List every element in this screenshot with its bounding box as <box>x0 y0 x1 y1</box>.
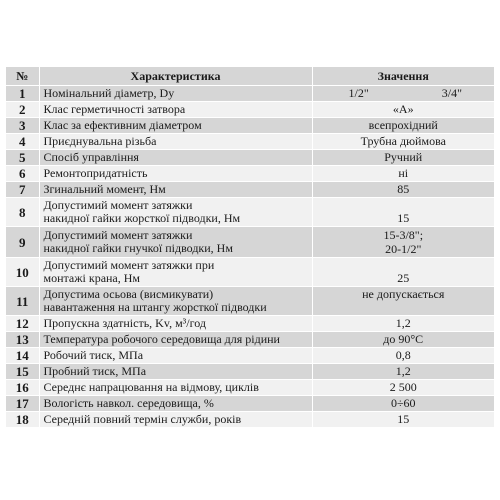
row-characteristic: Ремонтопридатність <box>39 166 312 182</box>
row-number: 17 <box>6 396 39 412</box>
row-characteristic: Робочий тиск, МПа <box>39 348 312 364</box>
row-value: 0÷60 <box>312 396 494 412</box>
table-row <box>6 332 494 348</box>
row-characteristic: Згинальний момент, Нм <box>39 182 312 198</box>
table-row <box>6 412 494 428</box>
table-row <box>6 198 494 227</box>
table-row <box>6 102 494 118</box>
row-number: 3 <box>6 118 39 134</box>
row-characteristic: Пробний тиск, МПа <box>39 364 312 380</box>
table-row <box>6 134 494 150</box>
row-number: 12 <box>6 316 39 332</box>
row-characteristic <box>39 227 312 258</box>
row-value: до 90°С <box>312 332 494 348</box>
row-number: 10 <box>6 258 39 287</box>
row-characteristic <box>39 258 312 287</box>
header-value: Значення <box>312 67 494 86</box>
row-value-line: 15 <box>397 211 410 225</box>
row-number: 14 <box>6 348 39 364</box>
row-characteristic: Середній повний термін служби, років <box>39 412 312 428</box>
table-row <box>6 396 494 412</box>
row-number: 18 <box>6 412 39 428</box>
table-row <box>6 86 494 102</box>
row-characteristic <box>39 287 312 316</box>
row-value: 0,8 <box>312 348 494 364</box>
row-number: 6 <box>6 166 39 182</box>
row-value: 2 500 <box>312 380 494 396</box>
row-characteristic-line: монтажі крана, Нм <box>43 271 141 285</box>
row-characteristic: Приєднувальна різьба <box>39 134 312 150</box>
table-row <box>6 364 494 380</box>
row-value-a: 1/2" <box>348 86 369 100</box>
row-characteristic-line: Допустимий момент затяжки <box>43 228 193 242</box>
row-value: 85 <box>312 182 494 198</box>
row-characteristic <box>39 198 312 227</box>
row-characteristic-line: Допустима осьова (висмикувати) <box>43 287 214 301</box>
row-characteristic: Пропускна здатність, Kv, м³/год <box>39 316 312 332</box>
row-characteristic-line: навантаження на штангу жорсткої підводки <box>43 300 267 314</box>
row-value: «А» <box>312 102 494 118</box>
table-row <box>6 287 494 316</box>
row-value-line: 20-1/2" <box>385 242 422 256</box>
table-row <box>6 166 494 182</box>
row-value <box>312 86 494 102</box>
row-characteristic: Вологість навкол. середовища, % <box>39 396 312 412</box>
row-characteristic: Номінальний діаметр, Dу <box>39 86 312 102</box>
row-value: ні <box>312 166 494 182</box>
row-characteristic: Температура робочого середовища для рідини <box>39 332 312 348</box>
row-value: всепрохідний <box>312 118 494 134</box>
row-value <box>312 227 494 258</box>
row-value: 15 <box>312 412 494 428</box>
row-characteristic-line: накидної гайки жорсткої підводки, Нм <box>43 211 241 225</box>
row-value: 1,2 <box>312 364 494 380</box>
row-number: 1 <box>6 86 39 102</box>
table-row <box>6 227 494 258</box>
table-row <box>6 380 494 396</box>
row-number: 16 <box>6 380 39 396</box>
row-value <box>312 258 494 287</box>
row-value <box>312 287 494 316</box>
row-characteristic-line: Допустимий момент затяжки при <box>43 258 215 272</box>
row-value: 1,2 <box>312 316 494 332</box>
row-characteristic: Середнє напрацювання на відмову, циклів <box>39 380 312 396</box>
table-row <box>6 348 494 364</box>
row-value-b: 3/4" <box>441 86 462 100</box>
row-number: 8 <box>6 198 39 227</box>
specifications-table <box>6 66 494 428</box>
row-value-line: не допускається <box>362 287 445 301</box>
row-number: 13 <box>6 332 39 348</box>
table-row <box>6 118 494 134</box>
row-number: 4 <box>6 134 39 150</box>
header-number: № <box>6 67 39 86</box>
row-number: 11 <box>6 287 39 316</box>
table-header-row <box>6 67 494 86</box>
spec-table-container <box>6 66 494 428</box>
row-characteristic: Спосіб управління <box>39 150 312 166</box>
row-value <box>312 198 494 227</box>
row-characteristic-line: Допустимий момент затяжки <box>43 198 193 212</box>
table-row <box>6 182 494 198</box>
row-number: 15 <box>6 364 39 380</box>
row-number: 9 <box>6 227 39 258</box>
row-characteristic: Клас за ефективним діаметром <box>39 118 312 134</box>
table-row <box>6 150 494 166</box>
row-value: Трубна дюймова <box>312 134 494 150</box>
row-value-line: 25 <box>397 271 410 285</box>
header-characteristic: Характеристика <box>39 67 312 86</box>
row-number: 7 <box>6 182 39 198</box>
row-characteristic: Клас герметичності затвора <box>39 102 312 118</box>
row-characteristic-line: накидної гайки гнучкої підводки, Нм <box>43 241 233 255</box>
row-number: 2 <box>6 102 39 118</box>
row-number: 5 <box>6 150 39 166</box>
table-row <box>6 258 494 287</box>
row-value-line: 15-3/8"; <box>383 228 424 242</box>
row-value: Ручний <box>312 150 494 166</box>
table-row <box>6 316 494 332</box>
